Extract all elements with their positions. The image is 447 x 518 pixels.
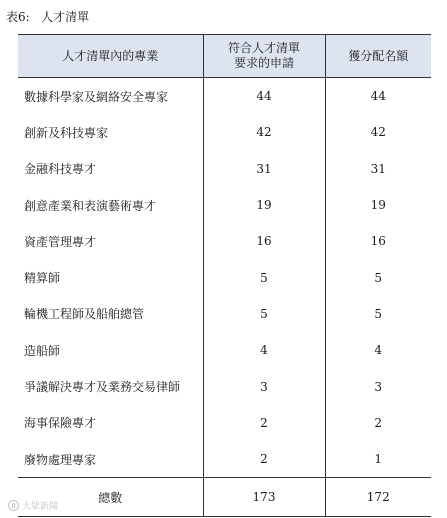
row-profession: 爭議解決專才及業務交易律師 [24,380,181,395]
table-row [18,223,431,259]
row-quota: 42 [325,114,431,150]
watermark-text: 大眾新聞 [22,502,59,512]
row-applications: 2 [203,405,325,441]
table-row [18,78,431,115]
table-row [18,259,431,295]
table-row [18,441,431,478]
row-profession: 金融科技專才 [24,162,97,177]
row-quota: 1 [325,441,431,478]
row-applications: 4 [203,332,325,368]
table-caption: 表6: 人才清單 [6,10,90,24]
row-applications: 2 [203,441,325,478]
row-profession: 資產管理專才 [24,234,97,249]
row-applications: 5 [203,296,325,332]
table-body [18,78,431,478]
row-applications: 31 [203,151,325,187]
row-profession: 數據科學家及網絡安全專家 [24,89,169,104]
table-row [18,332,431,368]
header-applications-line1: 符合人才清單 [227,41,300,55]
row-profession: 造船師 [24,343,61,358]
table-row [18,187,431,223]
weibo-logo-icon [8,500,19,511]
header-quota: 獲分配名額 [325,35,431,78]
total-applications: 173 [203,478,325,517]
row-applications: 3 [203,368,325,404]
row-quota: 19 [325,187,431,223]
row-applications: 19 [203,187,325,223]
header-applications-line2: 要求的申請 [233,56,294,70]
row-profession: 輪機工程師及船舶總管 [24,307,145,322]
talent-list-table [18,34,431,517]
total-label: 總數 [18,478,203,517]
row-profession: 精算師 [24,271,61,286]
row-quota: 4 [325,332,431,368]
row-quota: 31 [325,151,431,187]
table-header [18,35,431,78]
row-applications: 5 [203,259,325,295]
table-row [18,151,431,187]
row-applications: 42 [203,114,325,150]
table-row [18,405,431,441]
row-quota: 44 [325,78,431,115]
table-row [18,296,431,332]
header-applications [203,35,325,78]
row-applications: 16 [203,223,325,259]
row-quota: 3 [325,368,431,404]
total-row [18,478,431,517]
total-quota: 172 [325,478,431,517]
row-quota: 5 [325,259,431,295]
watermark [8,499,58,512]
row-profession: 創新及科技專家 [24,125,109,140]
row-profession: 廢物處理專家 [24,452,97,467]
row-profession: 海事保險專才 [24,416,97,431]
row-quota: 2 [325,405,431,441]
header-profession: 人才清單內的專業 [18,35,203,78]
table-row [18,114,431,150]
row-quota: 5 [325,296,431,332]
row-profession: 創意產業和表演藝術專才 [24,198,157,213]
table-row [18,368,431,404]
row-quota: 16 [325,223,431,259]
row-applications: 44 [203,78,325,115]
